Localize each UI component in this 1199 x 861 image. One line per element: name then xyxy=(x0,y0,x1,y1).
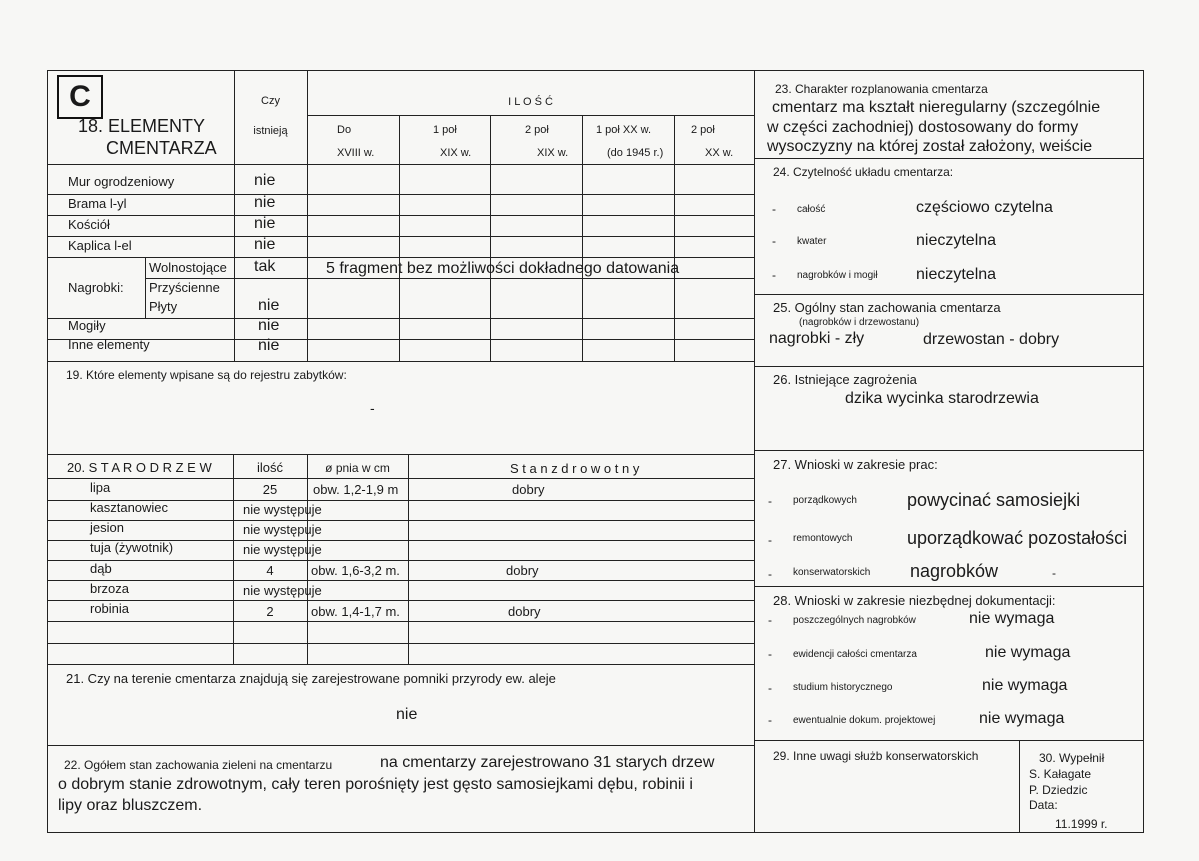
s20-vline xyxy=(408,454,409,664)
stray-dash: - xyxy=(1052,566,1056,580)
tree-count: nie występuje xyxy=(243,583,322,598)
s28-bottom-rule xyxy=(754,740,1144,741)
s28-title: 28. Wnioski w zakresie niezbędnej dokumentacji: xyxy=(773,593,1056,608)
s20-row-rule xyxy=(47,478,754,479)
doc-value: nie wymaga xyxy=(969,610,1055,627)
s21-bottom-rule xyxy=(47,745,754,746)
s30-date-label: Data: xyxy=(1029,798,1058,812)
s18-bottom-rule xyxy=(47,361,754,362)
mounds-value: nie xyxy=(258,317,280,334)
frame-bottom xyxy=(47,832,1144,833)
legibility-value: nieczytelna xyxy=(916,266,997,283)
s18-row-rule xyxy=(47,236,754,237)
legibility-label: kwater xyxy=(797,236,827,247)
s18-count-rule xyxy=(307,115,754,116)
tree-name: brzoza xyxy=(90,581,130,596)
element-value: nie xyxy=(254,215,276,232)
s18-col-count: I L O Ś Ć xyxy=(508,96,553,108)
tree-diam: obw. 1,2-1,9 m xyxy=(313,482,399,497)
tree-count: nie występuje xyxy=(243,542,322,557)
bullet-dash: - xyxy=(768,494,772,508)
s23-title: 23. Charakter rozplanowania cmentarza xyxy=(775,82,988,96)
s18-row-rule xyxy=(145,278,754,279)
s30-date: 11.1999 r. xyxy=(1055,817,1108,831)
work-label: porządkowych xyxy=(793,495,857,506)
frame-top xyxy=(47,70,1144,71)
s24-bottom-rule xyxy=(754,294,1144,295)
s18-vline xyxy=(490,115,491,361)
doc-value: nie wymaga xyxy=(979,710,1065,727)
s30-name1: S. Kałagate xyxy=(1029,767,1092,781)
s18-header-rule xyxy=(47,164,754,165)
frame-right xyxy=(1143,70,1144,833)
period-label: XIX w. xyxy=(440,147,472,159)
s23-bottom-rule xyxy=(754,158,1144,159)
s20-col-diam: ø pnia w cm xyxy=(325,461,390,475)
legibility-value: nieczytelna xyxy=(916,232,997,249)
tree-count: nie występuje xyxy=(243,522,322,537)
doc-label: ewentualnie dokum. projektowej xyxy=(793,715,936,726)
period-label: XVIII w. xyxy=(337,147,375,159)
work-value: nagrobków xyxy=(910,561,999,581)
bullet-dash: - xyxy=(768,713,772,727)
tree-name: lipa xyxy=(90,480,111,495)
s27-title: 27. Wnioski w zakresie prac: xyxy=(773,457,938,472)
s20-vline xyxy=(307,454,308,664)
s20-col-count: ilość xyxy=(256,460,283,475)
s20-row-rule xyxy=(47,600,754,601)
work-label: konserwatorskich xyxy=(793,567,871,578)
graves-standing-value: tak xyxy=(254,258,276,275)
bullet-dash: - xyxy=(772,268,776,282)
element-label: Brama l-yl xyxy=(68,196,127,211)
s18-vline xyxy=(674,115,675,361)
bullet-dash: - xyxy=(768,613,772,627)
s18-row-rule xyxy=(47,257,754,258)
bullet-dash: - xyxy=(768,567,772,581)
s26-value: dzika wycinka starodrzewia xyxy=(845,390,1039,407)
period-label: XX w. xyxy=(705,147,734,159)
frame-left xyxy=(47,70,48,833)
period-label: (do 1945 r.) xyxy=(607,147,664,159)
doc-value: nie wymaga xyxy=(982,677,1068,694)
tree-diam: obw. 1,4-1,7 m. xyxy=(311,604,400,619)
s30-name2: P. Dziedzic xyxy=(1029,783,1088,797)
bullet-dash: - xyxy=(772,202,776,216)
s22-label: 22. Ogółem stan zachowania zieleni na cmentarzu xyxy=(64,758,333,772)
s20-row-rule xyxy=(47,643,754,644)
s25-bottom-rule xyxy=(754,366,1144,367)
tree-name: jesion xyxy=(90,520,124,535)
graves-wall-2: Płyty xyxy=(149,299,178,314)
element-value: nie xyxy=(254,172,276,189)
s30-title: 30. Wypełnił xyxy=(1039,751,1105,765)
doc-label: ewidencji całości cmentarza xyxy=(793,649,917,660)
s25-subtitle: (nagrobków i drzewostanu) xyxy=(799,317,920,328)
element-value: nie xyxy=(254,194,276,211)
element-label: Mur ogrodzeniowy xyxy=(68,174,175,189)
element-value: nie xyxy=(254,236,276,253)
card-letter: C xyxy=(57,75,103,119)
tree-name: robinia xyxy=(90,601,130,616)
other-label: Inne elementy xyxy=(68,337,150,352)
s19-bottom-rule xyxy=(47,454,754,455)
column-divider xyxy=(754,70,755,833)
s20-row-rule xyxy=(47,621,754,622)
legibility-value: częściowo czytelna xyxy=(916,199,1053,216)
s24-title: 24. Czytelność układu cmentarza: xyxy=(773,165,954,179)
tree-count: 4 xyxy=(266,563,274,578)
s22-line1: na cmentarzy zarejestrowano 31 starych drzew xyxy=(380,754,715,771)
work-value: powycinać samosiejki xyxy=(907,490,1081,510)
s26-bottom-rule xyxy=(754,450,1144,451)
s22-line2: o dobrym stanie zdrowotnym, cały teren porośnięty jest gęsto samosiejkami dębu, robinii i xyxy=(58,776,693,793)
tree-diam: obw. 1,6-3,2 m. xyxy=(311,563,400,578)
work-label: remontowych xyxy=(793,533,853,544)
s18-title-2: CMENTARZA xyxy=(106,138,217,158)
s25-title: 25. Ogólny stan zachowania cmentarza xyxy=(773,300,1001,315)
s18-title: 18. ELEMENTY xyxy=(78,116,206,136)
graves-wall-value: nie xyxy=(258,297,280,314)
s20-row-rule xyxy=(47,560,754,561)
period-label: 1 poł XX w. xyxy=(596,124,652,136)
tree-count: 2 xyxy=(266,604,274,619)
s23-line3 xyxy=(767,138,1092,158)
s20-bottom-rule xyxy=(47,664,754,665)
s21-question: 21. Czy na terenie cmentarza znajdują się zarejestrowane pomniki przyrody ew. aleje xyxy=(66,671,556,686)
other-value: nie xyxy=(258,337,280,354)
tree-health: dobry xyxy=(512,482,545,497)
s26-title: 26. Istniejące zagrożenia xyxy=(773,372,917,387)
element-label: Kaplica l-el xyxy=(68,238,132,253)
period-label: 2 poł xyxy=(525,124,549,136)
s21-answer: nie xyxy=(396,706,418,723)
s20-row-rule xyxy=(47,580,754,581)
s19-answer: - xyxy=(370,400,375,416)
doc-label: studium historycznego xyxy=(793,682,893,693)
s22-line3: lipy oraz bluszczem. xyxy=(58,797,203,814)
s20-title: 20. S T A R O D R Z E W xyxy=(67,460,212,475)
s23-line1: cmentarz ma kształt nieregularny (szczególnie xyxy=(772,99,1101,116)
work-value: uporządkować pozostałości xyxy=(907,528,1128,548)
bullet-dash: - xyxy=(772,234,776,248)
legibility-label: nagrobków i mogił xyxy=(797,270,878,281)
s18-vline xyxy=(399,115,400,361)
tree-count: nie występuje xyxy=(243,502,322,517)
s18-row-rule xyxy=(47,318,754,319)
s18-row-rule xyxy=(47,194,754,195)
bullet-dash: - xyxy=(768,533,772,547)
period-label: XIX w. xyxy=(537,147,569,159)
tree-name: kasztanowiec xyxy=(90,500,169,515)
s18-graves-vline xyxy=(145,257,146,318)
legibility-label: całość xyxy=(797,204,826,215)
bullet-dash: - xyxy=(768,681,772,695)
graves-wall: Przyścienne xyxy=(149,280,220,295)
period-label: 2 poł xyxy=(691,124,715,136)
graves-note: 5 fragment bez możliwości dokładnego datowania xyxy=(326,260,680,277)
element-label: Kościół xyxy=(68,217,110,232)
s19-question: 19. Które elementy wpisane są do rejestru zabytków: xyxy=(66,368,347,382)
period-label: Do xyxy=(337,124,352,136)
s25-trees: drzewostan - dobry xyxy=(923,331,1060,348)
s18-row-rule xyxy=(47,339,754,340)
s20-row-rule xyxy=(47,520,754,521)
doc-value: nie wymaga xyxy=(985,644,1071,661)
s29-vline xyxy=(1019,740,1020,833)
mounds-label: Mogiły xyxy=(68,318,106,333)
graves-standing: Wolnostojące xyxy=(149,260,227,275)
s18-row-rule xyxy=(47,215,754,216)
s18-vline xyxy=(582,115,583,361)
s23-line3-text: wysoczyzny na której został założony, weiście xyxy=(767,138,1093,155)
tree-name: tuja (żywotnik) xyxy=(90,540,174,555)
s23-line2: w części zachodniej) dostosowany do formy xyxy=(767,119,1079,136)
graves-label: Nagrobki: xyxy=(68,280,124,295)
doc-label: poszczególnych nagrobków xyxy=(793,615,916,626)
tree-name: dąb xyxy=(90,561,112,576)
bullet-dash: - xyxy=(768,647,772,661)
tree-health: dobry xyxy=(508,604,541,619)
s25-graves: nagrobki - zły xyxy=(769,330,865,347)
s29-title: 29. Inne uwagi służb konserwatorskich xyxy=(773,749,979,763)
s18-col-exists-2: istnieją xyxy=(253,125,288,137)
s18-col-exists: Czy xyxy=(261,95,280,107)
period-label: 1 poł xyxy=(433,124,457,136)
tree-count: 25 xyxy=(262,482,278,497)
s27-bottom-rule xyxy=(754,586,1144,587)
tree-health: dobry xyxy=(506,563,539,578)
s20-col-health: S t a n z d r o w o t n y xyxy=(510,461,640,476)
